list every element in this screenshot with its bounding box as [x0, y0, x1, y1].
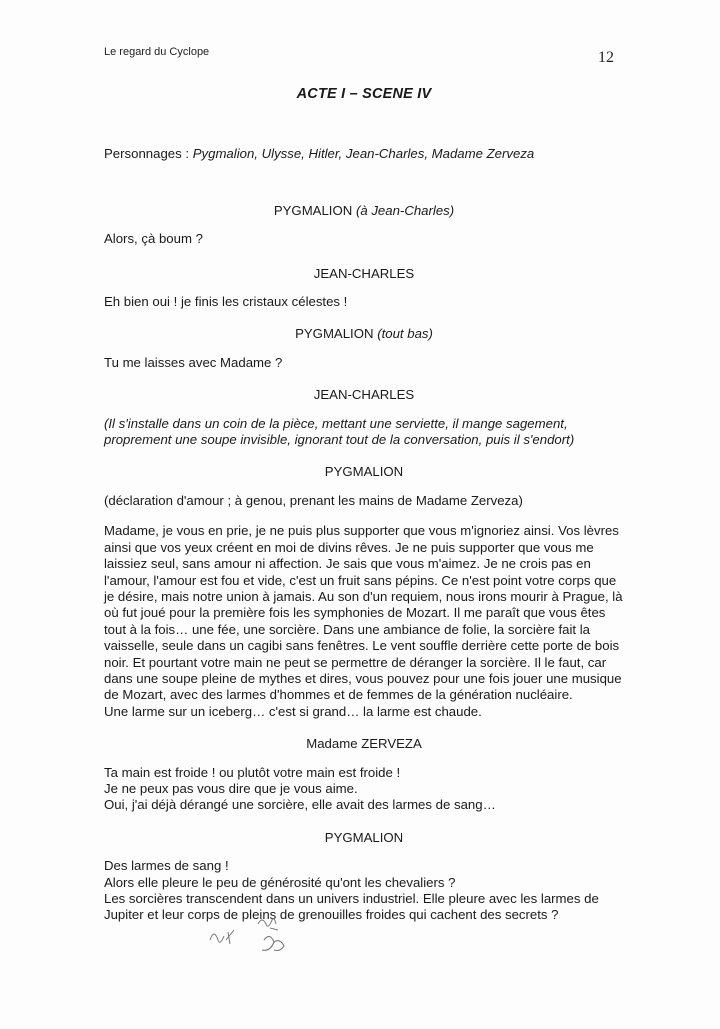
speaker-heading — [104, 266, 624, 282]
speaker-heading — [104, 387, 624, 403]
speech-text: Tu me laisses avec Madame ? — [104, 354, 283, 370]
speaker-name: PYGMALION — [324, 464, 404, 480]
speaker-name: Madame ZERVEZA — [306, 736, 422, 752]
characters-label: Personnages : — [104, 146, 193, 162]
speaker-heading — [104, 326, 624, 342]
speaker-heading — [104, 464, 624, 480]
stage-note: (déclaration d'amour ; à genou, prenant les mains de Madame Zerveza) — [104, 492, 523, 508]
speech-text: Alors, çà boum ? — [104, 231, 203, 247]
speech-text: Eh bien oui ! je finis les cristaux célestes ! — [104, 294, 348, 310]
handwritten-signature — [200, 910, 320, 960]
speech-text: Ta main est froide ! ou plutôt votre main est froide ! Je ne peux pas vous dire que je vous aime. Oui, j'ai déjà dérangé une sorcière, elle avait des larmes de sang… — [104, 764, 496, 813]
speaker-direction: (tout bas) — [377, 326, 433, 342]
characters-list — [104, 146, 624, 162]
speaker-heading — [104, 203, 624, 219]
act-scene-title: ACTE I – SCENE IV — [296, 86, 432, 102]
speaker-name: PYGMALION — [273, 202, 353, 218]
speaker-name: PYGMALION — [295, 326, 374, 342]
characters-names: Pygmalion, Ulysse, Hitler, Jean-Charles, Madame Zerveza — [192, 146, 535, 162]
speech-text: Madame, je vous en prie, je ne puis plus supporter que vous m'ignoriez ainsi. Vos lèvres ainsi que vos yeux créent en moi de divins rêves. Je ne puis supporter que vous me laissiez seul, sans amour ni affection. Je sais que vous m'aimez. Je ne crois pas en l'amour, l'amour est fou et vide, c'est un fruit sans pépins. Ce n'est point votre corps que je désire, mais notre union à jamais. Au son d'un requiem, nous irons mourir à Prague, là où fut joué pour la première fois les symphonies de Mozart. Il me paraît que vous êtes tout à la fois… une fée, une sorcière. Dans une ambiance de folie, la sorcière fait la vaisselle, seule dans un cagibi sans fenêtres. Le vent souffle derrière cette porte de bois noir. Et pourtant votre main ne peut se permettre de déranger la sorcière. Il le faut, car dans une soupe pleine de mythes et dires, vous pouvez pour une fois jouer une musique de Mozart, avec des larmes d'hommes et de femmes de la génération nucléaire. Une larme sur un iceberg… c'est si grand… la larme est chaude. — [104, 523, 623, 719]
speech-text: Des larmes de sang ! Alors elle pleure le peu de générosité qu'ont les chevaliers ? Les sorcières transcendent dans un univers industriel. Elle pleure avec les larmes de Jupiter et leur corps de pleins de grenouilles froides qui cachent des secrets ? — [104, 858, 599, 923]
scene-content — [104, 80, 624, 924]
speaker-name: JEAN-CHARLES — [313, 387, 415, 403]
speaker-heading — [104, 830, 624, 846]
speaker-name: PYGMALION — [324, 829, 404, 845]
stage-direction: (Il s'installe dans un coin de la pièce, mettant une serviette, il mange sagement, proprement une soupe invisible, ignorant tout de la conversation, puis il s'endort) — [104, 415, 575, 448]
speaker-heading — [104, 736, 624, 752]
speaker-name: JEAN-CHARLES — [313, 265, 415, 281]
speaker-direction: (à Jean-Charles) — [355, 202, 455, 218]
running-header: Le regard du Cyclope — [104, 46, 210, 58]
page-number: 12 — [598, 49, 614, 66]
